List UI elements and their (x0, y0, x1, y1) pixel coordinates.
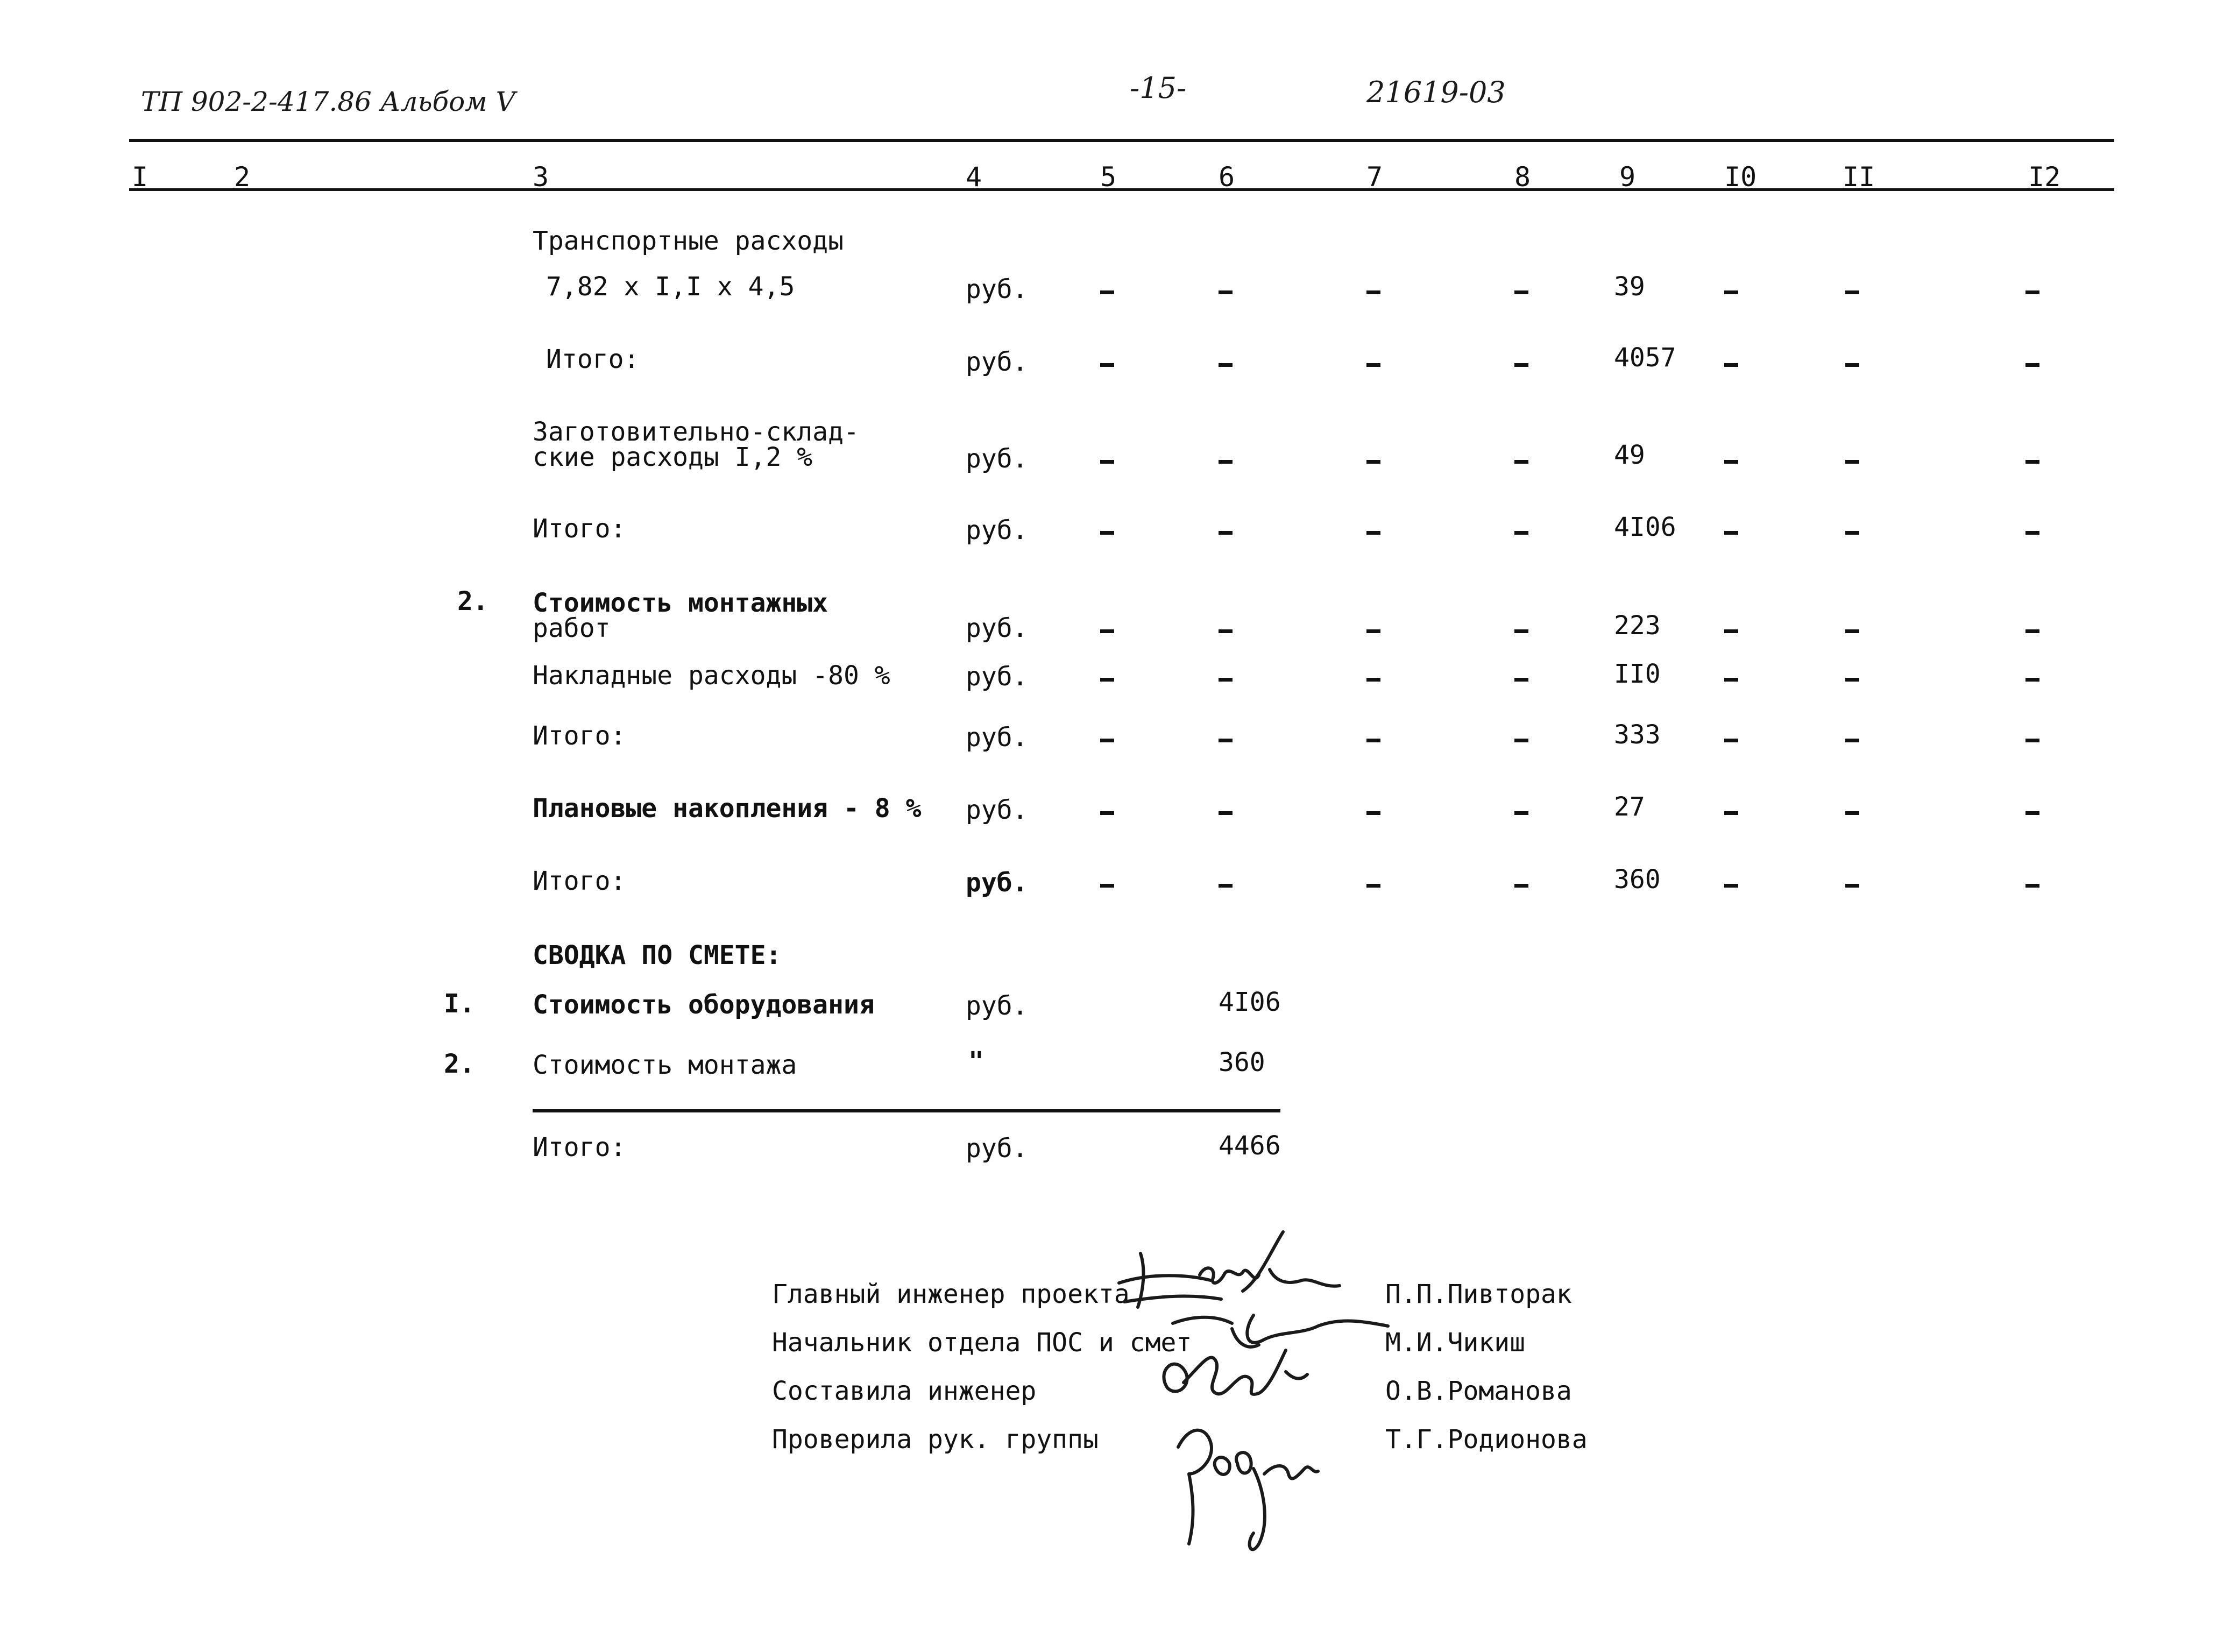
row-unit: руб. (966, 613, 1028, 643)
dash-mark (1724, 290, 1738, 294)
column-header-8: 8 (1514, 161, 1531, 193)
row-col9-value: 39 (1614, 272, 1645, 302)
summary-total-value: 4466 (1219, 1131, 1281, 1161)
dash-mark (1514, 460, 1528, 464)
row-unit: руб. (966, 868, 1028, 898)
row-text: Итого: (533, 514, 626, 544)
signature-role: Начальник отдела ПОС и смет (772, 1328, 1192, 1358)
dash-mark (1514, 884, 1528, 888)
summary-title: СВОДКА ПО СМЕТЕ: (533, 940, 782, 970)
row-col9-value: 223 (1614, 611, 1661, 641)
dash-mark (1724, 363, 1738, 367)
summary-total-text: Итого: (533, 1132, 626, 1162)
dash-mark (1724, 629, 1738, 633)
summary-total-rule (533, 1109, 1280, 1112)
handwritten-signatures (1108, 1221, 1517, 1565)
dash-mark (1514, 811, 1528, 815)
signature-name: О.В.Романова (1385, 1376, 1572, 1406)
row-col9-value: 360 (1614, 864, 1661, 895)
dash-mark (1366, 629, 1380, 633)
row-text: Заготовительно-склад- (533, 417, 859, 447)
dash-mark (1100, 363, 1114, 367)
dash-mark (1514, 739, 1528, 742)
row-text: Транспортные расходы (533, 226, 844, 256)
row-unit: руб. (966, 795, 1028, 825)
dash-mark (1514, 678, 1528, 682)
summary-item-text: Стоимость монтажа (533, 1050, 797, 1080)
dash-mark (1366, 363, 1380, 367)
dash-mark (1724, 531, 1738, 535)
dash-mark (1845, 363, 1859, 367)
row-text: Стоимость монтажных (533, 588, 828, 618)
dash-mark (1845, 811, 1859, 815)
dash-mark (1100, 739, 1114, 742)
dash-mark (1366, 678, 1380, 682)
summary-item-value: 360 (1219, 1047, 1265, 1077)
dash-mark (1100, 884, 1114, 888)
row-unit: руб. (966, 722, 1028, 753)
dash-mark (1366, 811, 1380, 815)
row-col9-value: 4057 (1614, 343, 1676, 373)
dash-mark (1100, 531, 1114, 535)
row-text: Итого: (533, 866, 626, 896)
summary-item-value: 4I06 (1219, 987, 1281, 1017)
row-text: Итого: (533, 721, 626, 751)
dash-mark (1366, 531, 1380, 535)
dash-mark (1219, 629, 1233, 633)
signature-role: Составила инженер (772, 1376, 1037, 1406)
row-unit: руб. (966, 662, 1028, 692)
column-header-6: 6 (1219, 161, 1235, 193)
summary-item-number: I. (444, 989, 475, 1019)
row-col9-value: II0 (1614, 659, 1661, 689)
row-number: 2. (457, 586, 488, 616)
dash-mark (1100, 629, 1114, 633)
dash-mark (1219, 811, 1233, 815)
dash-mark (1219, 531, 1233, 535)
row-col9-value: 4I06 (1614, 512, 1676, 542)
summary-item-unit: руб. (966, 991, 1028, 1021)
row-text: Итого: (546, 344, 640, 374)
column-header-4: 4 (966, 161, 982, 193)
dash-mark (1845, 531, 1859, 535)
row-unit: руб. (966, 515, 1028, 545)
row-text: работ (533, 613, 611, 643)
dash-mark (1366, 884, 1380, 888)
dash-mark (1724, 739, 1738, 742)
dash-mark (1100, 678, 1114, 682)
dash-mark (1366, 460, 1380, 464)
signature-name: Т.Г.Родионова (1385, 1424, 1588, 1455)
dash-mark (2025, 811, 2039, 815)
row-unit: руб. (966, 444, 1028, 474)
row-col9-value: 333 (1614, 720, 1661, 750)
signature-role: Главный инженер проекта (772, 1279, 1130, 1309)
page-number: -15- (1130, 71, 1187, 105)
dash-mark (1845, 290, 1859, 294)
dash-mark (1845, 739, 1859, 742)
column-header-3: 3 (533, 161, 549, 193)
summary-item-text: Стоимость оборудования (533, 990, 875, 1020)
row-unit: руб. (966, 274, 1028, 304)
signature-name: П.П.Пивторак (1385, 1279, 1572, 1309)
dash-mark (1219, 739, 1233, 742)
column-header-5: 5 (1100, 161, 1117, 193)
dash-mark (1100, 290, 1114, 294)
row-text: Плановые накопления - 8 % (533, 793, 922, 824)
dash-mark (1219, 678, 1233, 682)
dash-mark (2025, 290, 2039, 294)
dash-mark (1219, 363, 1233, 367)
dash-mark (2025, 678, 2039, 682)
signature-role: Проверила рук. группы (772, 1424, 1099, 1455)
row-text: 7,82 х I,I х 4,5 (546, 272, 795, 302)
dash-mark (2025, 629, 2039, 633)
row-col9-value: 49 (1614, 440, 1645, 470)
header-bottom-rule (129, 188, 2114, 191)
dash-mark (2025, 884, 2039, 888)
row-text: Накладные расходы -80 % (533, 661, 890, 691)
dash-mark (1219, 460, 1233, 464)
dash-mark (1100, 811, 1114, 815)
dash-mark (1100, 460, 1114, 464)
dash-mark (1724, 811, 1738, 815)
dash-mark (1514, 363, 1528, 367)
column-header-1: I (132, 161, 148, 193)
summary-total-unit: руб. (966, 1133, 1028, 1164)
dash-mark (1366, 290, 1380, 294)
row-col9-value: 27 (1614, 792, 1645, 822)
registration-number: 21619-03 (1366, 75, 1506, 109)
dash-mark (2025, 363, 2039, 367)
signature-name: М.И.Чикиш (1385, 1328, 1526, 1358)
dash-mark (1845, 629, 1859, 633)
dash-mark (2025, 739, 2039, 742)
column-header-12: I2 (2028, 161, 2061, 193)
dash-mark (1845, 678, 1859, 682)
column-header-9: 9 (1619, 161, 1636, 193)
dash-mark (1514, 629, 1528, 633)
summary-item-number: 2. (444, 1049, 475, 1079)
dash-mark (1219, 884, 1233, 888)
dash-mark (1845, 884, 1859, 888)
dash-mark (1219, 290, 1233, 294)
dash-mark (2025, 460, 2039, 464)
row-unit: руб. (966, 347, 1028, 377)
dash-mark (1724, 884, 1738, 888)
column-header-2: 2 (234, 161, 251, 193)
column-header-10: I0 (1724, 161, 1757, 193)
dash-mark (1724, 460, 1738, 464)
dash-mark (1724, 678, 1738, 682)
dash-mark (1845, 460, 1859, 464)
column-header-11: II (1843, 161, 1875, 193)
dash-mark (1514, 290, 1528, 294)
document-code: ТП 902-2-417.86 Альбом V (141, 86, 515, 117)
row-text: ские расходы I,2 % (533, 442, 813, 472)
dash-mark (2025, 531, 2039, 535)
dash-mark (1366, 739, 1380, 742)
dash-mark (1514, 531, 1528, 535)
summary-item-unit: " (968, 1046, 984, 1076)
column-header-7: 7 (1366, 161, 1383, 193)
header-top-rule (129, 139, 2114, 142)
